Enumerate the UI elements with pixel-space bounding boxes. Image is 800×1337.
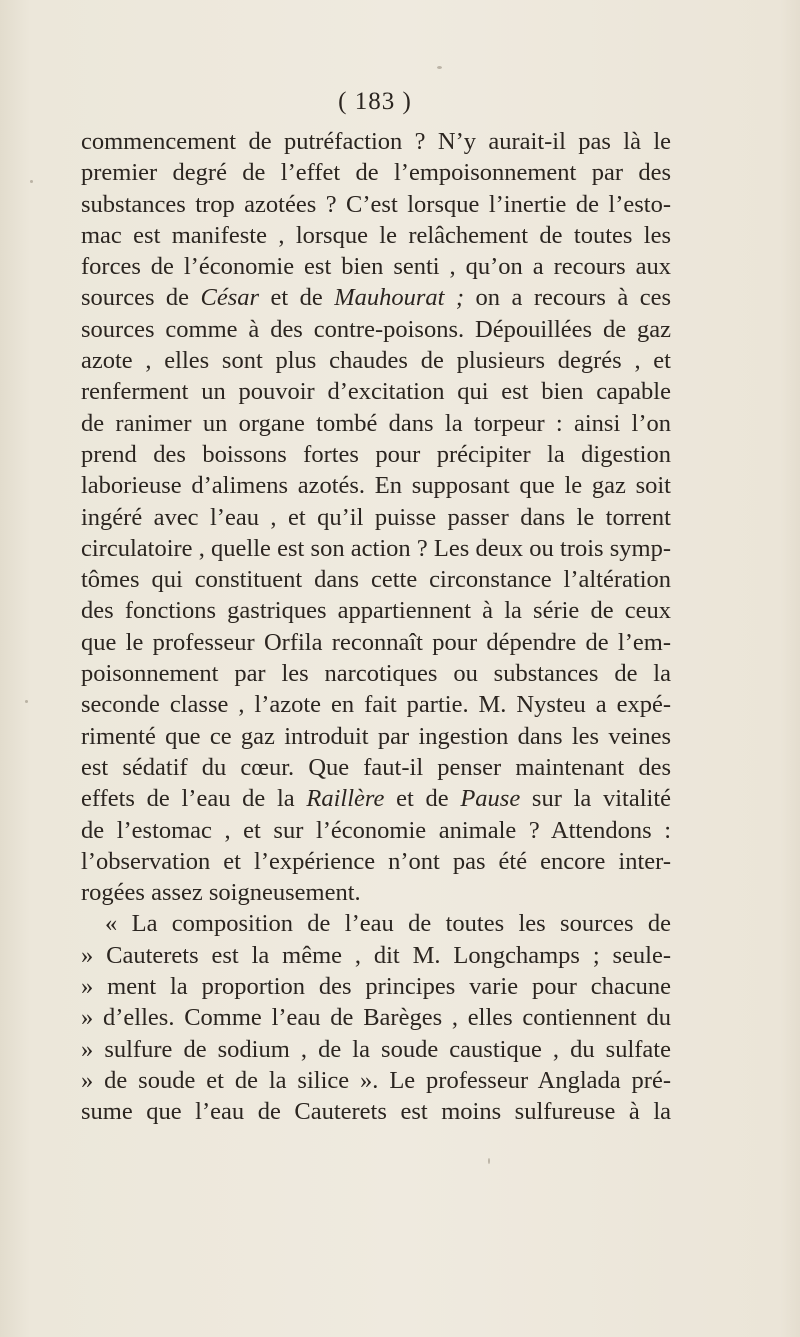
text-line: » d’elles. Comme l’eau de Barèges , elles contiennent du xyxy=(81,1004,671,1032)
italic-name: Pause xyxy=(460,785,521,813)
text-line: tômes qui constituent dans cette circonstance l’altération xyxy=(81,566,671,594)
text-line: seconde classe , l’azote en fait partie. M. Nysteu a expé- xyxy=(81,691,671,719)
text-line: renferment un pouvoir d’excitation qui est bien capable xyxy=(81,378,671,406)
text-run: et de xyxy=(259,284,335,312)
text-line: substances trop azotées ? C’est lorsque l’inertie de l’esto- xyxy=(81,190,671,218)
text-line: de l’estomac , et sur l’économie animale ? Attendons : xyxy=(81,816,671,844)
text-line: l’observation et l’expérience n’ont pas été encore inter- xyxy=(81,847,671,875)
text-line: rimenté que ce gaz introduit par ingestion dans les veines xyxy=(81,722,671,750)
italic-name: César xyxy=(200,284,260,312)
italic-name: Mauhourat ; xyxy=(334,284,465,312)
paper-speck xyxy=(488,1158,490,1164)
text-run: on a recours à ces xyxy=(464,284,671,312)
text-line: commencement de putréfaction ? N’y aurait-il pas là le xyxy=(81,128,671,155)
text-line: ingéré avec l’eau , et qu’il puisse passer dans le torrent xyxy=(81,503,671,531)
page-text xyxy=(81,126,671,1128)
text-line: que le professeur Orfila reconnaît pour dépendre de l’em- xyxy=(81,628,671,656)
text-line: azote , elles sont plus chaudes de plusieurs degrés , et xyxy=(81,347,671,375)
text-line: » Cauterets est la même , dit M. Longchamps ; seule- xyxy=(81,941,671,969)
paragraph-2-quotation xyxy=(81,908,671,1127)
text-line: sources comme à des contre-poisons. Dépouillées de gaz xyxy=(81,315,671,343)
italic-name: Raillère xyxy=(306,785,385,813)
text-line: laborieuse d’alimens azotés. En supposant que le gaz soit xyxy=(81,472,671,500)
text-line: des fonctions gastriques appartiennent à la série de ceux xyxy=(81,597,671,625)
paper-speck xyxy=(30,180,33,183)
text-line: de ranimer un organe tombé dans la torpeur : ainsi l’on xyxy=(81,409,671,437)
text-run: effets de l’eau de la xyxy=(81,785,307,813)
text-line: rogées assez soigneusement. xyxy=(81,879,361,907)
text-line: premier degré de l’effet de l’empoisonnement par des xyxy=(81,159,671,187)
paragraph-1 xyxy=(81,126,671,908)
paper-speck xyxy=(25,700,28,703)
text-line xyxy=(81,783,671,814)
text-line xyxy=(81,282,671,313)
text-line: « La composition de l’eau de toutes les sources de xyxy=(105,910,671,938)
page-number: ( 183 ) xyxy=(338,88,412,115)
text-line: » de soude et de la silice ». Le professeur Anglada pré- xyxy=(81,1066,671,1094)
text-line: sume que l’eau de Cauterets est moins sulfureuse à la xyxy=(81,1098,671,1126)
text-line: » sulfure de sodium , de la soude caustique , du sulfate xyxy=(81,1035,671,1063)
text-line: forces de l’économie est bien senti , qu’on a recours aux xyxy=(81,253,671,281)
text-line: prend des boissons fortes pour précipiter la digestion xyxy=(81,440,671,468)
paper-speck xyxy=(437,66,442,69)
text-run: et de xyxy=(384,785,461,813)
text-run: sources de xyxy=(81,284,201,312)
text-run: sur la vitalité xyxy=(520,785,671,813)
text-line: mac est manifeste , lorsque le relâchement de toutes les xyxy=(81,221,671,249)
text-line: circulatoire , quelle est son action ? Les deux ou trois symp- xyxy=(81,534,671,562)
text-line: poisonnement par les narcotiques ou substances de la xyxy=(81,660,671,688)
text-line: » ment la proportion des principes varie pour chacune xyxy=(81,973,671,1001)
text-line: est sédatif du cœur. Que faut-il penser maintenant des xyxy=(81,753,671,781)
